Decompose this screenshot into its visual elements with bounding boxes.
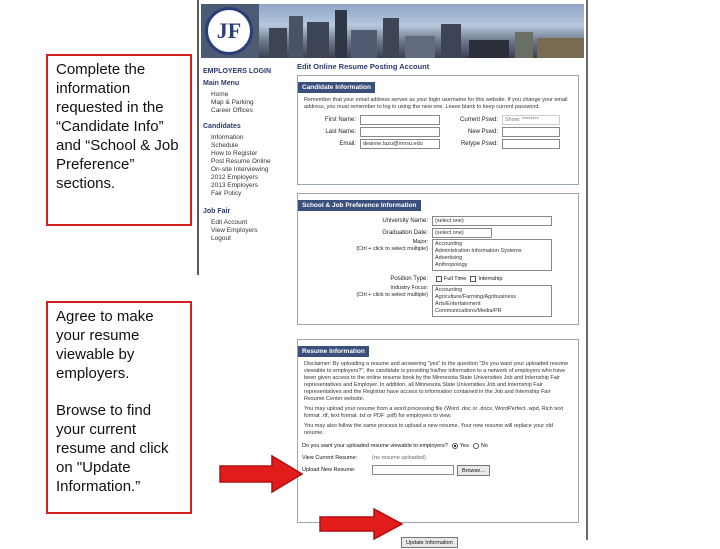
site-header — [201, 4, 584, 58]
arrow-update-icon — [318, 508, 404, 540]
graduation-select[interactable]: (select one) — [432, 228, 492, 238]
current-resume-value: (no resume uploaded) — [372, 455, 426, 461]
jf-logo[interactable]: JF — [205, 7, 253, 55]
full-time-checkbox[interactable] — [436, 276, 442, 282]
update-information-button[interactable]: Update Information — [401, 537, 458, 548]
browse-button[interactable]: Browse... — [457, 465, 490, 476]
new-pswd-input[interactable] — [502, 127, 560, 137]
callout-candidate-info — [46, 54, 192, 226]
viewable-yes-radio[interactable] — [452, 443, 458, 449]
callout-agree-browse — [46, 301, 192, 514]
current-pswd-input[interactable]: Show: ******** — [502, 115, 560, 125]
nav-2013-employers[interactable]: 2013 Employers — [211, 182, 258, 189]
arrow-viewable-icon — [218, 454, 304, 494]
callout-candidate-text: Complete the information requested in the “Candidate Info” and “School & Job Preference” sections. — [56, 61, 179, 192]
sidebar — [203, 64, 289, 243]
full-time-label: Full Time — [444, 276, 467, 282]
list-item[interactable]: Accounting — [435, 287, 463, 293]
city-skyline-banner — [259, 4, 584, 58]
university-label: University Name: — [382, 218, 428, 224]
list-item[interactable]: Accounting — [435, 241, 463, 247]
nav-career-offices[interactable]: Career Offices — [211, 107, 253, 114]
callout-agree-text: Agree to make your resume viewable by employers. — [56, 308, 154, 382]
email-input[interactable]: deanne.lazu@mnsu.edu — [360, 139, 440, 149]
upload-label: Upload New Resume: — [302, 467, 356, 473]
nav-onsite-interviewing[interactable]: On-site Interviewing — [211, 166, 269, 173]
school-job-section — [297, 193, 579, 325]
viewable-no-label: No — [480, 443, 488, 449]
upload-file-input[interactable] — [372, 465, 454, 475]
industry-label: Industry Focus: — [390, 285, 428, 291]
candidates-heading: Candidates — [203, 123, 241, 130]
list-item[interactable]: Arts/Entertainment — [435, 301, 481, 307]
major-listbox[interactable] — [432, 239, 552, 271]
nav-view-employers[interactable]: View Employers — [211, 227, 258, 234]
new-pswd-label: New Pswd: — [467, 129, 498, 135]
retype-pswd-input[interactable] — [502, 139, 560, 149]
viewable-yes-label: Yes — [459, 443, 469, 449]
resume-replace-note: You may also follow the same process to upload a new resume. Your new resume will replace your old resume. — [304, 423, 553, 436]
industry-hint: (Ctrl + click to select multiple) — [356, 292, 428, 298]
main-content — [297, 62, 579, 549]
screenshot-left-border — [197, 0, 199, 275]
viewable-no-radio[interactable] — [473, 443, 479, 449]
nav-how-to-register[interactable]: How to Register — [211, 150, 258, 157]
nav-2012-employers[interactable]: 2012 Employers — [211, 174, 258, 181]
candidate-info-note: Remember that your email address serves as your login username for this website. If you change your email address, you must remember to log in using the new one. Leave blank to keep current password. — [304, 97, 568, 110]
current-resume-label: View Current Resume: — [302, 455, 358, 461]
major-label: Major: — [412, 239, 428, 245]
internship-checkbox[interactable] — [470, 276, 476, 282]
page-title: Edit Online Resume Posting Account — [297, 62, 430, 71]
email-label: Email: — [339, 141, 356, 147]
nav-fair-policy[interactable]: Fair Policy — [211, 190, 242, 197]
first-name-input[interactable] — [360, 115, 440, 125]
major-hint: (Ctrl + click to select multiple) — [356, 246, 428, 252]
last-name-label: Last Name: — [325, 129, 356, 135]
nav-logout[interactable]: Logout — [211, 235, 231, 242]
retype-pswd-label: Retype Pswd: — [460, 141, 498, 147]
industry-listbox[interactable] — [432, 285, 552, 317]
nav-edit-account[interactable]: Edit Account — [211, 219, 248, 226]
nav-information[interactable]: Information — [211, 134, 244, 141]
sidebar-title: EMPLOYERS LOGIN — [203, 68, 272, 75]
nav-post-resume[interactable]: Post Resume Online — [211, 158, 271, 165]
last-name-input[interactable] — [360, 127, 440, 137]
callout-browse-text: Browse to find your current resume and click on "Update Information.” — [56, 402, 169, 495]
list-item[interactable]: Anthropology — [435, 262, 468, 268]
graduation-label: Graduation Date: — [382, 230, 428, 236]
main-menu-heading: Main Menu — [203, 80, 240, 87]
nav-home[interactable]: Home — [211, 91, 229, 98]
resume-disclaimer: Disclaimer: By uploading a resume and answering "yes" to the question "Do you want your uploaded resume viewable to employers?", the candidate is providing his/her information to a network of employers who have been given access to the online resume book by the Minnesota State Universities Job and Internship Fair representatives and Employer. In addition, all Minnesota State Universities Job and Internship Fair representatives and the Registrar have access to information contained in the Job and Internship Fair Resume Center website. — [304, 361, 569, 402]
list-item[interactable]: Agriculture/Farming/Agribusiness — [435, 294, 517, 300]
job-fair-heading: Job Fair — [203, 208, 231, 215]
current-pswd-label: Current Pswd: — [459, 117, 498, 123]
university-select[interactable]: (select one) — [432, 216, 552, 226]
screenshot-right-border — [586, 0, 588, 540]
resume-info-heading: Resume Information — [298, 346, 369, 357]
nav-map-parking[interactable]: Map & Parking — [211, 99, 254, 106]
list-item[interactable]: Advertising — [435, 255, 463, 261]
position-label: Position Type: — [390, 276, 428, 282]
viewable-question: Do you want your uploaded resume viewable to employers? — [302, 443, 448, 449]
school-job-heading: School & Job Preference Information — [298, 200, 421, 211]
first-name-label: First Name: — [324, 117, 356, 123]
resume-upload-note: You may upload your resume from a word processing file (Word .doc or .docx, WordPerfect .wpd, Rich text format .rtf, text format .txt or PDF .pdf) for employers to view. — [304, 406, 564, 419]
list-item[interactable]: Communications/Media/PR — [435, 308, 502, 314]
candidate-info-section — [297, 75, 579, 185]
list-item[interactable]: Administration Information Systems — [435, 248, 522, 254]
candidate-info-heading: Candidate Information — [298, 82, 375, 93]
internship-label: Internship — [478, 276, 503, 282]
nav-schedule[interactable]: Schedule — [211, 142, 239, 149]
resume-info-section — [297, 339, 579, 523]
